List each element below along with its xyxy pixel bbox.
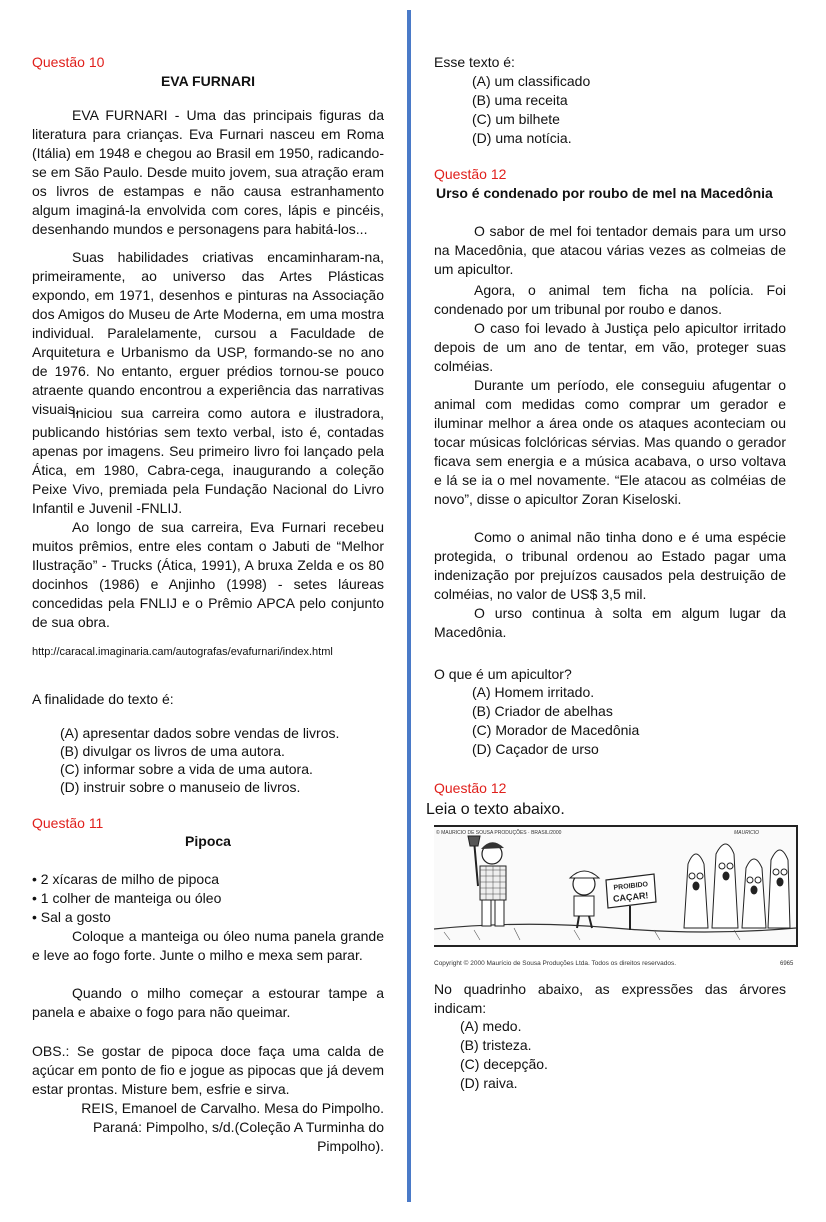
q11-ingredient-2: • 1 colher de manteiga ou óleo xyxy=(32,890,222,906)
q11-obs: OBS.: Se gostar de pipoca doce faça uma calda de açúcar em ponto de fio e jogue as pipocas que já devem estar prontas. Misture bem, esfrie e sirva. xyxy=(32,1043,384,1097)
q11-title: Pipoca xyxy=(185,833,231,849)
comic-copyright: Copyright © 2000 Maurício de Sousa Produções Ltda. Todos os direitos reservados. xyxy=(434,960,677,967)
q11-reference-3: Pimpolho). xyxy=(317,1138,384,1154)
q12-option-b: (B) Criador de abelhas xyxy=(472,703,613,719)
q12-title: Urso é condenado por roubo de mel na Macedônia xyxy=(436,185,773,201)
q10-option-c: (C) informar sobre a vida de uma autora. xyxy=(60,761,313,777)
q12-paragraph-3: O caso foi levado à Justiça pelo apicultor irritado depois de um ano de tentar, em vão, proteger suas colméias. xyxy=(434,320,786,374)
q12-paragraph-4: Durante um período, ele conseguiu afugentar o animal com medidas como comprar um gerador e iluminar melhor a área onde os ataques aconteciam ou tocar músicas folclóricas sérvias. Mas quando o gerador ficava sem energia e a música acabava, o urso voltava e lá se ia o mel novamente. “Ele atacou as colméias de novo”, disse o apicultor Zoran Kiseloski. xyxy=(434,377,786,507)
q12b-lead: Leia o texto abaixo. xyxy=(426,801,565,818)
q11-option-b: (B) uma receita xyxy=(472,92,568,108)
q12-paragraph-1: O sabor de mel foi tentador demais para um urso na Macedônia, que atacou várias vezes as colmeias de um apicultor. xyxy=(434,223,786,277)
q11-ingredient-3: • Sal a gosto xyxy=(32,909,111,925)
q11-ingredient-1: • 2 xícaras de milho de pipoca xyxy=(32,871,220,887)
q12-option-c: (C) Morador de Macedônia xyxy=(472,722,640,738)
q10-title: EVA FURNARI xyxy=(160,73,256,89)
q10-paragraph-1: EVA FURNARI - Uma das principais figuras da literatura para crianças. Eva Furnari nasceu em Roma (Itália) em 1948 e chegou ao Brasil em 1950, radicando-se em São Paulo. Desde muito jovem, sua atração eram os livros de estampas e não causa estranhamento algum imaginá-la envolvida com cores, lápis e pincéis, desenhando mundos e personagens para habitá-los... xyxy=(32,107,384,237)
q10-option-a: (A) apresentar dados sobre vendas de livros. xyxy=(60,725,340,741)
q10-paragraph-3: Iniciou sua carreira como autora e ilustradora, publicando histórias sem texto verbal, isto é, contadas apenas por imagens. Seu primeiro livro foi lançado pela Ática, em 1980, Cabra-cega, inaugurando a coleção Peixe Vivo, premiada pela Fundação Nacional do Livro Infantil e Juvenil -FNLIJ. xyxy=(32,405,384,516)
comic-signature: MAURICIO xyxy=(734,830,759,836)
comic-top-credit: © MAURICIO DE SOUSA PRODUÇÕES · BRASIL/2000 xyxy=(436,830,562,836)
q11-question: Esse texto é: xyxy=(434,54,515,70)
q10-option-d: (D) instruir sobre o manuseio de livros. xyxy=(60,779,301,795)
q12b-header: Questão 12 xyxy=(434,780,507,796)
q12-header: Questão 12 xyxy=(434,166,507,182)
q11-option-d: (D) uma notícia. xyxy=(472,130,572,146)
q12b-option-a: (A) medo. xyxy=(460,1018,522,1034)
q10-paragraph-2: Suas habilidades criativas encaminharam-na, primeiramente, ao universo das Artes Plásticas expondo, em 1971, desenhos e pinturas na Associação dos Amigos do Museu de Arte Moderna, em uma mostra individual. Paralelamente, cursou a Faculdade de Arquitetura e Urbanismo da USP, formando-se no ano de 1976. No entanto, erguer prédios tornou-se pouco atraente quando encontrou a experiência das narrativas visuais. xyxy=(32,249,384,417)
sign-line-2: CAÇAR! xyxy=(612,890,649,904)
q11-option-c: (C) um bilhete xyxy=(472,111,560,127)
q12b-option-d: (D) raiva. xyxy=(460,1075,518,1091)
q10-option-b: (B) divulgar os livros de uma autora. xyxy=(60,743,285,759)
q12b-option-c: (C) decepção. xyxy=(460,1056,548,1072)
column-divider xyxy=(407,10,411,1202)
q12-paragraph-2: Agora, o animal tem ficha na polícia. Foi condenado por um tribunal por roubo e danos. xyxy=(434,282,786,317)
q11-reference-1: REIS, Emanoel de Carvalho. Mesa do Pimpolho. xyxy=(81,1100,384,1116)
q11-step-1: Coloque a manteiga ou óleo numa panela grande e leve ao fogo forte. Junte o milho e mexa sem parar. xyxy=(32,928,384,963)
q10-header: Questão 10 xyxy=(32,54,105,70)
q12-option-a: (A) Homem irritado. xyxy=(472,684,595,700)
q12-question: O que é um apicultor? xyxy=(434,666,572,682)
q11-reference-2: Paraná: Pimpolho, s/d.(Coleção A Turminha do xyxy=(92,1119,384,1135)
q12-option-d: (D) Caçador de urso xyxy=(472,741,599,757)
q11-step-2: Quando o milho começar a estourar tampe a panela e abaixe o fogo para não queimar. xyxy=(32,985,384,1020)
q12b-option-b: (B) tristeza. xyxy=(460,1037,532,1053)
q10-source-link[interactable]: http://caracal.imaginaria.cam/autografas/evafurnari/index.html xyxy=(32,646,333,658)
q11-option-a: (A) um classificado xyxy=(472,73,591,89)
q12b-question: No quadrinho abaixo, as expressões das árvores indicam: xyxy=(434,981,786,1016)
sign-line-1: PROIBIDO xyxy=(613,881,649,892)
q12-paragraph-6: O urso continua à solta em algum lugar da Macedônia. xyxy=(434,605,786,640)
q10-question: A finalidade do texto é: xyxy=(32,691,174,707)
q11-header: Questão 11 xyxy=(32,815,104,831)
q10-paragraph-4: Ao longo de sua carreira, Eva Furnari recebeu muitos prêmios, entre eles contam o Jabuti de “Melhor Ilustração” - Trucks (Ática, 1991), A bruxa Zelda e os 80 docinhos (1986) e Anjinho (1998) - setes láureas concedidas pela FNLIJ e o Prêmio APCA pelo conjunto de sua obra. xyxy=(32,519,384,630)
comic-strip xyxy=(434,824,800,972)
q12-paragraph-5: Como o animal não tinha dono e é uma espécie protegida, o tribunal ordenou ao Estado pagar uma indenização por prejuízos causados pela destruição de colméias, no valor de US$ 3,5 mil. xyxy=(434,529,786,602)
comic-code: 6965 xyxy=(780,961,794,967)
